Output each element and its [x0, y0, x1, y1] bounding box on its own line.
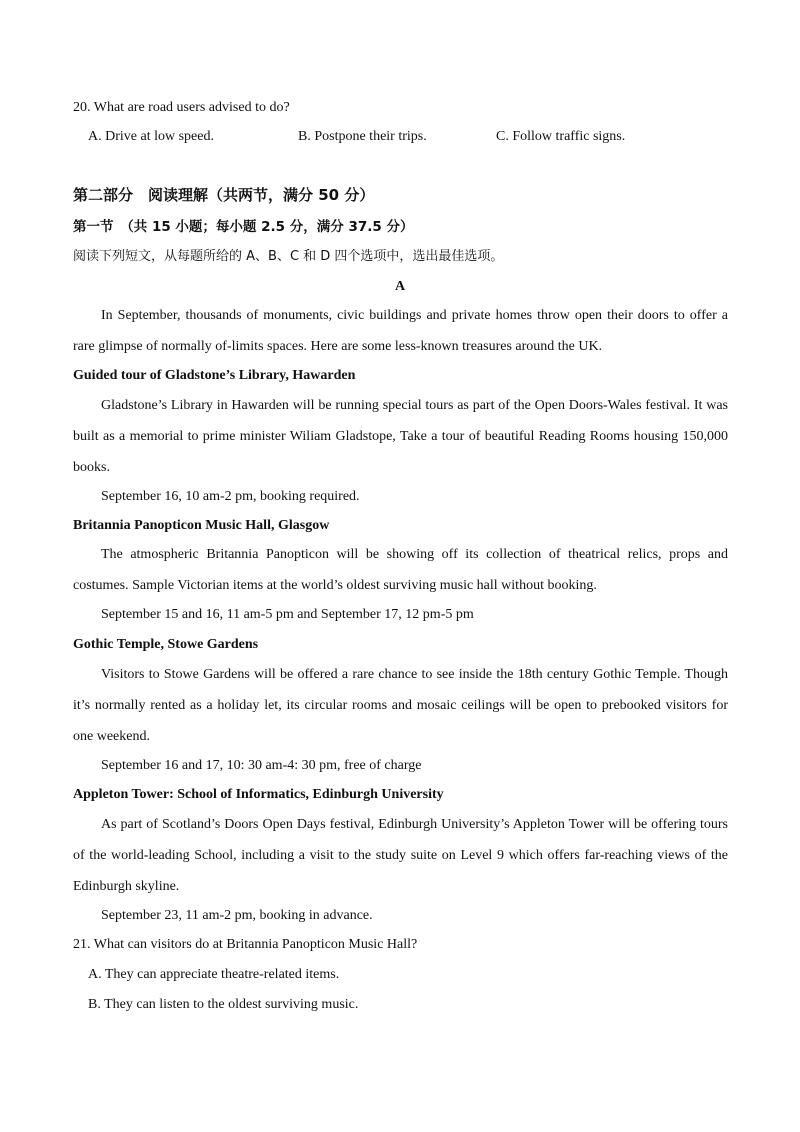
passage-intro-line-1: In September, thousands of monuments, civic buildings and private homes throw open their doors to offer a — [101, 308, 728, 323]
passage-label: A — [394, 279, 406, 294]
item-appleton-line-1: As part of Scotland’s Doors Open Days festival, Edinburgh University’s Appleton Tower will be offering tours — [101, 817, 728, 832]
item-gothic-line-3: one weekend. — [73, 729, 150, 744]
item-gothic-when: September 16 and 17, 10: 30 am-4: 30 pm, free of charge — [101, 758, 422, 773]
part-title: 第二部分 阅读理解（共两节，满分 50 分） — [73, 186, 375, 204]
item-gladstone-line-3: books. — [73, 460, 110, 475]
passage-intro-line-2: rare glimpse of normally of-limits spaces. Here are some less-known treasures around the UK. — [73, 339, 603, 354]
item-gothic-line-1: Visitors to Stowe Gardens will be offered a rare chance to see inside the 18th century Gothic Temple. Though — [101, 667, 728, 682]
item-appleton-when: September 23, 11 am-2 pm, booking in advance. — [101, 908, 373, 923]
question-21-option-b[interactable]: B. They can listen to the oldest surviving music. — [88, 997, 359, 1012]
question-21-option-a[interactable]: A. They can appreciate theatre-related items. — [88, 967, 340, 982]
item-heading-gothic-temple: Gothic Temple, Stowe Gardens — [73, 637, 259, 652]
item-britannia-line-1: The atmospheric Britannia Panopticon will be showing off its collection of theatrical relics, props and — [101, 547, 728, 562]
item-gladstone-when: September 16, 10 am-2 pm, booking required. — [101, 489, 360, 504]
item-heading-appleton-tower: Appleton Tower: School of Informatics, Edinburgh University — [73, 787, 444, 802]
item-gladstone-line-2: built as a memorial to prime minister Wiliam Gladstope, Take a tour of beautiful Reading Rooms housing 150,000 — [73, 429, 728, 444]
item-britannia-line-2: costumes. Sample Victorian items at the world’s oldest surviving music hall without booking. — [73, 578, 597, 593]
question-20: 20. What are road users advised to do? — [73, 100, 290, 115]
item-appleton-line-3: Edinburgh skyline. — [73, 879, 180, 894]
question-20-options — [88, 128, 728, 146]
item-britannia-when: September 15 and 16, 11 am-5 pm and September 17, 12 pm-5 pm — [101, 607, 474, 622]
question-20-option-b[interactable]: B. Postpone their trips. — [298, 129, 427, 144]
question-21: 21. What can visitors do at Britannia Panopticon Music Hall? — [73, 937, 418, 952]
instructions: 阅读下列短文，从每题所给的 A、B、C 和 D 四个选项中，选出最佳选项。 — [73, 249, 504, 264]
item-heading-gladstone: Guided tour of Gladstone’s Library, Hawarden — [73, 368, 356, 383]
item-gladstone-line-1: Gladstone’s Library in Hawarden will be running special tours as part of the Open Doors-Wales festival. It was — [101, 398, 728, 413]
item-heading-britannia: Britannia Panopticon Music Hall, Glasgow — [73, 518, 330, 533]
question-20-option-a[interactable]: A. Drive at low speed. — [88, 129, 214, 144]
question-20-option-c[interactable]: C. Follow traffic signs. — [496, 129, 626, 144]
subsection-title: 第一节 （共 15 小题；每小题 2.5 分，满分 37.5 分） — [73, 219, 414, 235]
item-appleton-line-2: of the world-leading School, including a visit to the study suite on Level 9 which offers far-reaching views of the — [73, 848, 728, 863]
item-gothic-line-2: it’s normally rented as a holiday let, its circular rooms and mosaic ceilings will be open to prebooked visitors for — [73, 698, 728, 713]
